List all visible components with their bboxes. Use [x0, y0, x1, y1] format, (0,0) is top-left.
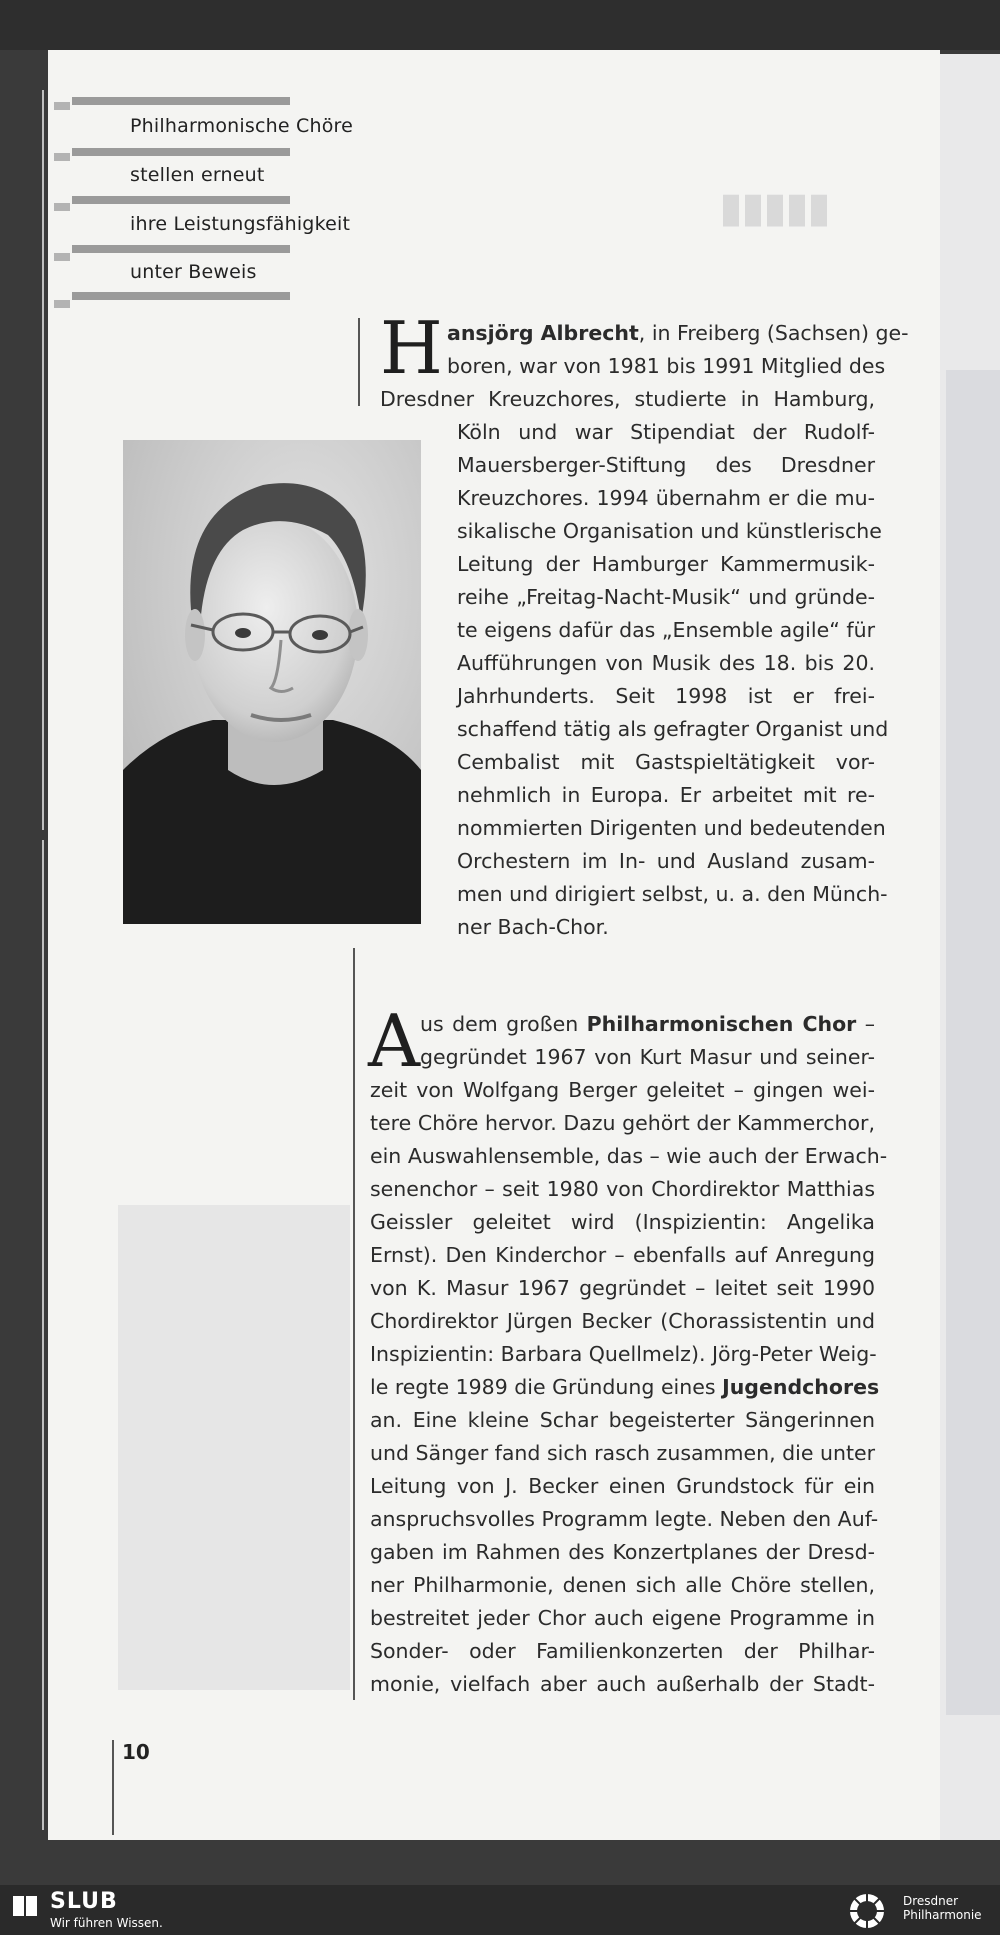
- bio-name: ansjörg Albrecht: [447, 321, 639, 345]
- choirs-line: bestreitet jeder Chor auch eigene Programme in: [370, 1606, 875, 1630]
- bio-line: Köln und war Stipendiat der Rudolf-: [457, 420, 875, 444]
- choirs-paragraph: [370, 1074, 888, 1701]
- choirs-line: tere Chöre hervor. Dazu gehört der Kammerchor,: [370, 1111, 875, 1135]
- bio-line: men und dirigiert selbst, u. a. den Münch-: [457, 882, 888, 906]
- bio-line: Orchestern im In- und Ausland zusam-: [457, 849, 875, 873]
- headline-line-4: unter Beweis: [130, 261, 257, 283]
- choirs-line: an. Eine kleine Schar begeisterter Sängerinnen: [370, 1408, 875, 1432]
- bio-line: Kreuzchores. 1994 übernahm er die mu-: [457, 486, 875, 510]
- philharmonie-name-line-2: Philharmonie: [903, 1908, 982, 1922]
- choirs-line: us dem großen: [420, 1012, 587, 1036]
- choirs-line: und Sänger fand sich rasch zusammen, die unter: [370, 1441, 876, 1465]
- bio-line: schaffend tätig als gefragter Organist und: [457, 717, 889, 741]
- choirs-line: Sonder- oder Familienkonzerten der Philhar-: [370, 1639, 875, 1663]
- bio-line: , in Freiberg (Sachsen) ge-: [638, 321, 909, 345]
- choirs-line: Geissler geleitet wird (Inspizientin: Angelika: [370, 1210, 875, 1234]
- choirs-line: ner Philharmonie, denen sich alle Chöre stellen,: [370, 1573, 875, 1597]
- bio-line: Leitung der Hamburger Kammermusik-: [457, 552, 875, 576]
- bio-line: Aufführungen von Musik des 18. bis 20.: [457, 651, 875, 675]
- headline-line-2: stellen erneut: [130, 164, 265, 186]
- choirs-highlight: Jugendchores: [722, 1375, 880, 1399]
- choirs-line: von K. Masur 1967 gegründet – leitet seit 1990: [370, 1276, 875, 1300]
- choirs-line: Ernst). Den Kinderchor – ebenfalls auf Anregung: [370, 1243, 875, 1267]
- bio-line: reihe „Freitag-Nacht-Musik“ und gründe-: [457, 585, 875, 609]
- philharmonie-name-line-1: Dresdner: [903, 1894, 959, 1908]
- choirs-rule: [353, 948, 355, 1700]
- choirs-line: zeit von Wolfgang Berger geleitet – gingen wei-: [370, 1078, 875, 1102]
- bio-line: boren, war von 1981 bis 1991 Mitglied des: [447, 354, 886, 378]
- headline-line-3: ihre Leistungsfähigkeit: [130, 213, 351, 235]
- choirs-line: Leitung von J. Becker einen Grundstock für ein: [370, 1474, 875, 1498]
- bio-rule: [358, 318, 360, 406]
- philharmonie-name: [903, 1894, 982, 1922]
- page-number-rule: [112, 1740, 114, 1835]
- bio-paragraph-wide: [380, 383, 875, 416]
- bio-line: Jahrhunderts. Seit 1998 ist er frei-: [457, 684, 875, 708]
- choirs-line: Chordirektor Jürgen Becker (Chorassistentin und: [370, 1309, 875, 1333]
- next-page-shadow: [946, 370, 1000, 1715]
- page-spine: [40, 50, 54, 1840]
- bio-line: ner Bach-Chor.: [457, 915, 609, 939]
- choirs-line: le regte 1989 die Gründung eines: [370, 1375, 723, 1399]
- bio-line: te eigens dafür das „Ensemble agile“ für: [457, 618, 875, 642]
- bio-paragraph: [447, 317, 909, 383]
- bio-line: Mauersberger-Stiftung des Dresdner: [457, 453, 875, 477]
- scan-background-top: [0, 0, 1000, 50]
- footer-bar: [0, 1885, 1000, 1935]
- choirs-line: senenchor – seit 1980 von Chordirektor Matthias: [370, 1177, 875, 1201]
- bio-line: nehmlich in Europa. Er arbeitet mit re-: [457, 783, 875, 807]
- show-through-text: ▮▮▮▮▮: [720, 186, 831, 230]
- philharmonie-logo-icon[interactable]: [842, 1890, 892, 1932]
- choirs-highlight: Philharmonischen Chor: [586, 1012, 857, 1036]
- bio-line: sikalische Organisation und künstlerische: [457, 519, 882, 543]
- page-number: 10: [122, 1740, 150, 1764]
- headline-line-1: Philharmonische Chöre: [130, 115, 354, 137]
- portrait-photo: [123, 440, 421, 924]
- choirs-line: –: [856, 1012, 875, 1036]
- choirs-line: monie, vielfach aber auch außerhalb der Stadt-: [370, 1672, 875, 1696]
- choirs-paragraph-intro: [420, 1008, 875, 1074]
- bio-line: Dresdner Kreuzchores, studierte in Hamburg,: [380, 387, 875, 411]
- slub-tagline: Wir führen Wissen.: [50, 1916, 163, 1930]
- bio-line: Cembalist mit Gastspieltätigkeit vor-: [457, 750, 875, 774]
- choirs-dropcap: A: [368, 999, 420, 1083]
- choirs-line: ein Auswahlensemble, das – wie auch der Erwach-: [370, 1144, 888, 1168]
- bio-line: nommierten Dirigenten und bedeutenden: [457, 816, 886, 840]
- book-icon: [12, 1893, 38, 1919]
- choirs-line: gaben im Rahmen des Konzertplanes der Dresd-: [370, 1540, 875, 1564]
- bio-dropcap: H: [380, 306, 443, 390]
- choirs-line: anspruchsvolles Programm legte. Neben den Auf-: [370, 1507, 879, 1531]
- show-through-image: [118, 1205, 350, 1690]
- slub-logo-text[interactable]: SLUB: [50, 1889, 118, 1914]
- bio-paragraph-right: [457, 416, 889, 944]
- choirs-line: Inspizientin: Barbara Quellmelz). Jörg-Peter Weig-: [370, 1342, 877, 1366]
- choirs-line: gegründet 1967 von Kurt Masur und seiner-: [420, 1045, 875, 1069]
